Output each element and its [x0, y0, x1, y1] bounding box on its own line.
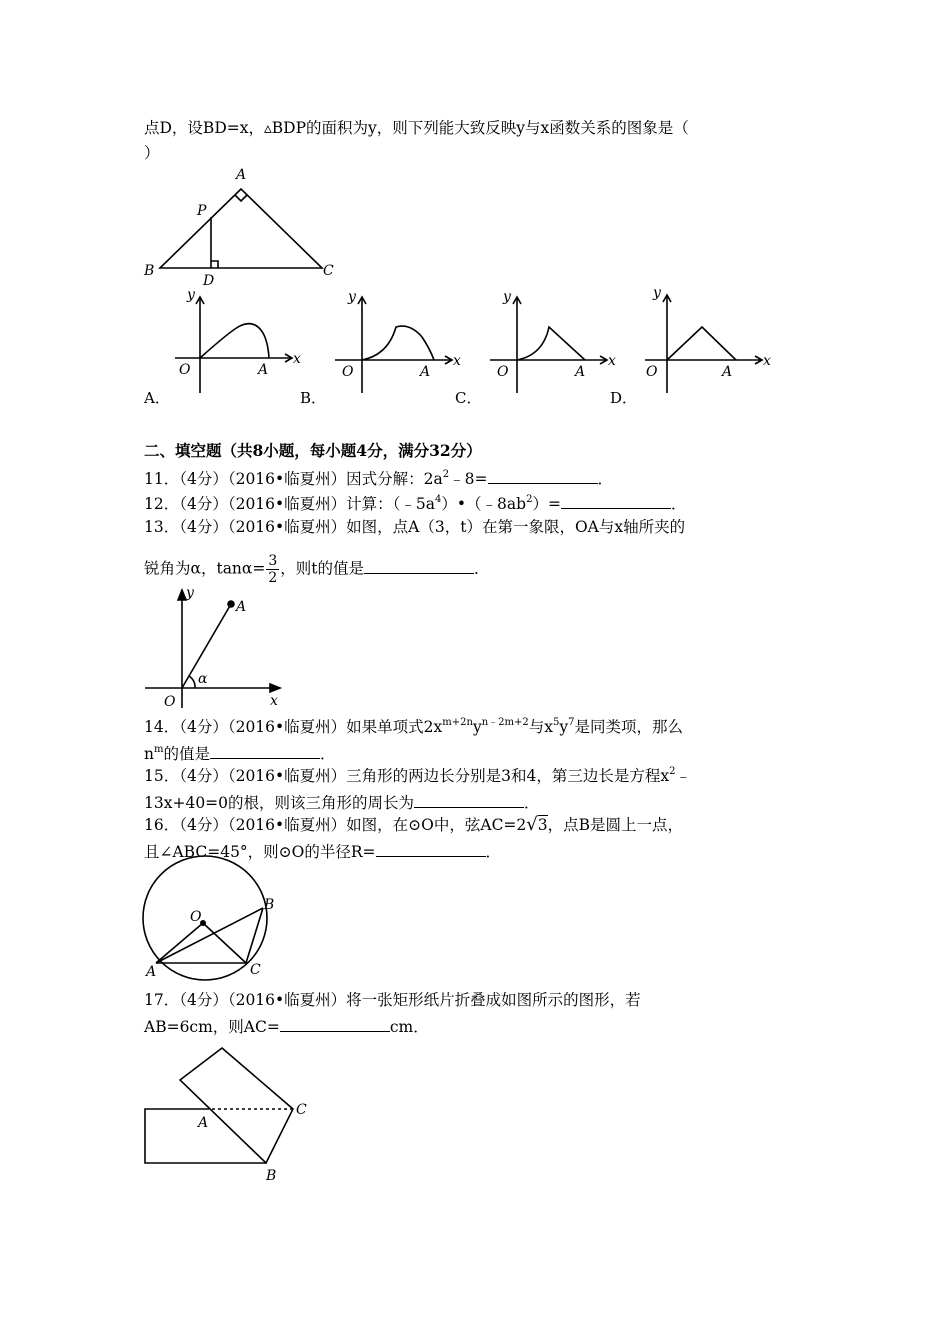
svg-text:A: A	[722, 364, 733, 380]
curve-b	[362, 326, 434, 360]
q16-circle-figure	[140, 862, 290, 982]
graph-option-c	[485, 285, 615, 395]
right-angle-a	[235, 195, 247, 201]
option-c-label: C．	[455, 389, 482, 407]
svg-text:O: O	[497, 364, 509, 380]
graph-option-d	[640, 285, 770, 395]
label-d: D	[203, 273, 215, 289]
answer-blank-12[interactable]	[561, 492, 671, 509]
svg-text:C: C	[296, 1102, 307, 1118]
q17-folded-paper-figure	[140, 1042, 330, 1182]
curve-c	[517, 327, 585, 360]
section-title: 二、填空题（共8小题，每小题4分，满分32分）	[144, 441, 482, 460]
svg-text:O: O	[646, 364, 658, 380]
graph-option-b	[330, 285, 460, 395]
question-13-line2: 锐角为α，tanα= $\frac{3}{2}$ ，则t的值是 ．	[144, 553, 490, 586]
right-angle-d	[211, 261, 218, 268]
question-12: 12．（4分）（2016•临夏州）计算：$(﹣5a^4)•(﹣8ab^2)=$ ．	[144, 494, 687, 513]
svg-text:A: A	[198, 1115, 209, 1131]
q10-triangle-figure	[140, 165, 340, 290]
question-14-line2: $n^m$的值是 ．	[144, 744, 336, 763]
q13-coordinate-figure	[140, 585, 290, 710]
label-p: P	[197, 203, 207, 219]
question-13-line1: 13．（4分）（2016•临夏州）如图，点A（3，t）在第一象限，OA与x轴所夹的	[144, 518, 686, 536]
question-16-line2: 且∠ABC=45°，则⊙O的半径R= ．	[144, 840, 501, 862]
point-a	[228, 601, 234, 607]
svg-text:O: O	[179, 362, 191, 378]
svg-text:x: x	[763, 353, 771, 369]
question-17-line2: AB=6cm，则AC= cm．	[144, 1015, 429, 1037]
question-11: 11．（4分）（2016•临夏州）因式分解：$2a^2﹣8=$ ．	[144, 469, 614, 488]
fraction-three-halves: $\frac{3}{2}$	[268, 553, 278, 586]
q10-text-line1: 点D，设BD=x，▵BDP的面积为y，则下列能大致反映y与x函数关系的图象是（	[144, 119, 689, 137]
curve-a	[200, 324, 269, 358]
question-15-line2: 13x+40=0的根，则该三角形的周长为 ．	[144, 791, 540, 813]
svg-text:y: y	[187, 287, 195, 303]
label-b: B	[144, 263, 155, 279]
svg-text:O: O	[342, 364, 354, 380]
svg-text:y: y	[186, 585, 194, 601]
question-14-line1: 14．（4分）（2016•临夏州）如果单项式$2x^{m+2n}y^{n﹣2m+2}$与$x^5y^7$是同类项，那么	[144, 717, 684, 736]
answer-blank-16[interactable]	[376, 840, 486, 857]
svg-text:A: A	[146, 964, 157, 980]
curve-d	[667, 327, 736, 360]
angle-arc	[189, 676, 195, 688]
question-17-line1: 17．（4分）（2016•临夏州）将一张矩形纸片折叠成如图所示的图形，若	[144, 991, 641, 1009]
svg-text:A: A	[420, 364, 431, 380]
question-16-line1: 16．（4分）（2016•临夏州）如图，在⊙O中，弦AC=2√3，点B是圆上一点，	[144, 814, 684, 835]
svg-text:x: x	[293, 351, 301, 367]
svg-text:y: y	[348, 289, 356, 305]
svg-text:x: x	[608, 353, 616, 369]
q10-text-line2: ）	[144, 144, 160, 162]
circle-o	[143, 856, 267, 980]
svg-text:C: C	[250, 962, 261, 978]
label-c: C	[323, 263, 334, 279]
svg-text:O: O	[190, 909, 202, 925]
label-a: A	[236, 167, 247, 183]
svg-text:y: y	[653, 285, 661, 301]
svg-text:B: B	[264, 897, 275, 913]
answer-blank-17[interactable]	[280, 1015, 390, 1032]
svg-text:B: B	[266, 1168, 277, 1184]
svg-text:α: α	[198, 671, 208, 687]
sqrt-symbol: √	[526, 814, 538, 835]
folded-part	[180, 1048, 293, 1163]
option-a-label: A．	[144, 389, 170, 407]
svg-text:O: O	[164, 694, 176, 710]
answer-blank-11[interactable]	[488, 467, 598, 484]
question-15-line1: 15．（4分）（2016•临夏州）三角形的两边长分别是3和4，第三边长是方程$x^2﹣$	[144, 766, 692, 785]
answer-blank-14[interactable]	[210, 742, 320, 759]
svg-text:x: x	[270, 693, 278, 709]
answer-blank-13[interactable]	[364, 557, 474, 574]
svg-text:y: y	[503, 289, 511, 305]
option-b-label: B．	[300, 389, 327, 407]
svg-text:A: A	[575, 364, 586, 380]
svg-text:x: x	[453, 353, 461, 369]
graph-option-a	[170, 285, 300, 395]
svg-text:A: A	[236, 599, 247, 615]
answer-blank-15[interactable]	[414, 791, 524, 808]
option-d-label: D．	[610, 389, 638, 407]
svg-text:A: A	[258, 362, 269, 378]
